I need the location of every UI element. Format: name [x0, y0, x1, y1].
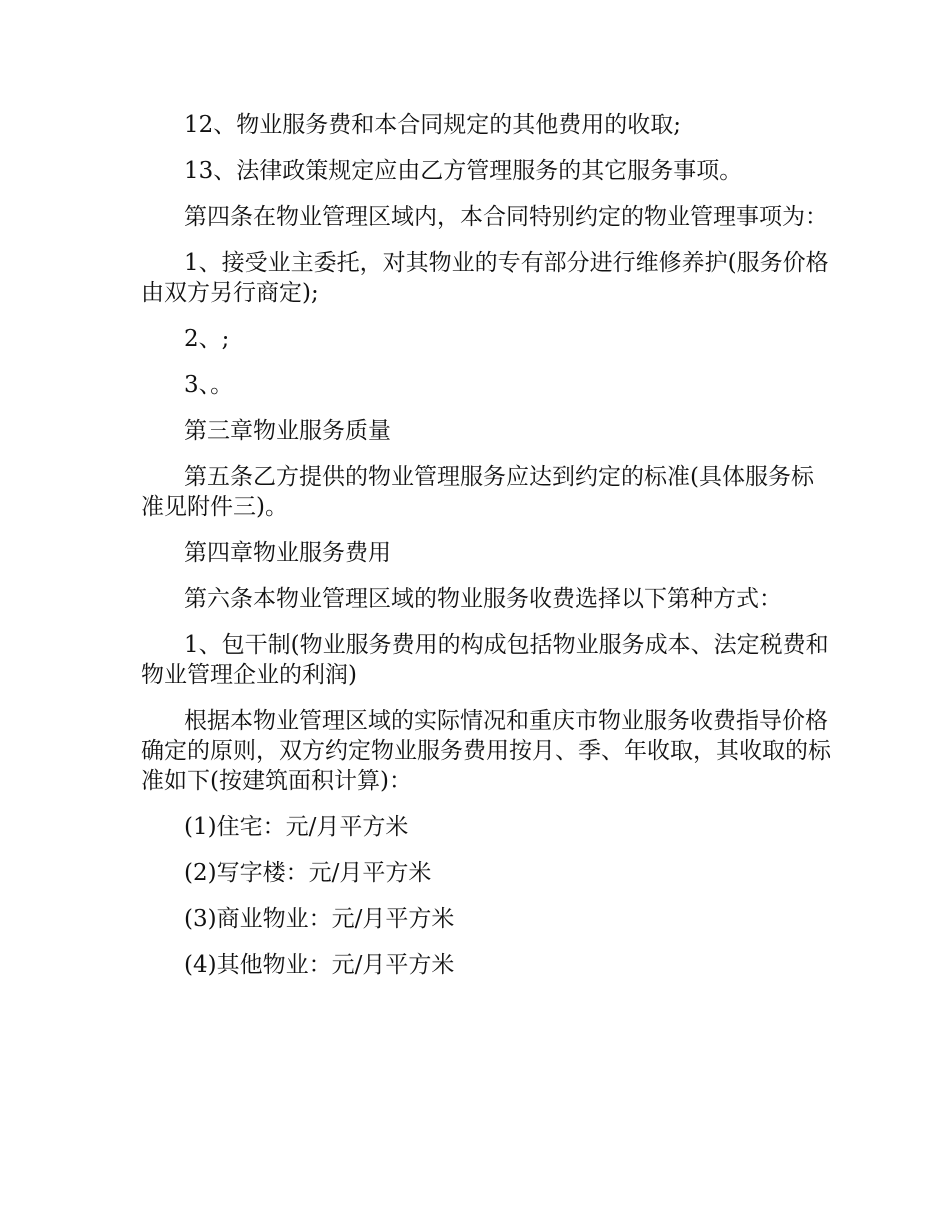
article-4-item-3: 3、。 [184, 372, 234, 398]
article-4-item-2: 2、; [184, 326, 230, 352]
paragraph-item-12: 12、物业服务费和本合同规定的其他费用的收取; [184, 112, 682, 138]
fee-office: (2)写字楼：元/月平方米 [184, 860, 432, 886]
fee-other: (4)其他物业：元/月平方米 [184, 952, 455, 978]
article-5: 第五条乙方提供的物业管理服务应达到约定的标准(具体服务标准见附件三)。 [141, 464, 814, 520]
chapter-3-heading: 第三章物业服务质量 [184, 418, 391, 444]
article-6-item-1: 1、包干制(物业服务费用的构成包括物业服务成本、法定税费和物业管理企业的利润) [141, 632, 829, 688]
fee-commercial: (3)商业物业：元/月平方米 [184, 906, 455, 932]
article-6: 第六条本物业管理区域的物业服务收费选择以下第种方式： [184, 586, 782, 612]
document-body [141, 110, 831, 996]
chapter-4-heading: 第四章物业服务费用 [184, 540, 391, 566]
article-4-item-1: 1、接受业主委托，对其物业的专有部分进行维修养护(服务价格由双方另行商定); [141, 250, 829, 306]
fee-residential: (1)住宅：元/月平方米 [184, 814, 409, 840]
article-4: 第四条在物业管理区域内，本合同特别约定的物业管理事项为： [184, 204, 828, 230]
fee-standard-paragraph: 根据本物业管理区域的实际情况和重庆市物业服务收费指导价格确定的原则，双方约定物业服务费用按月、季、年收取，其收取的标准如下(按建筑面积计算)： [141, 708, 831, 794]
paragraph-item-13: 13、法律政策规定应由乙方管理服务的其它服务事项。 [184, 158, 743, 184]
